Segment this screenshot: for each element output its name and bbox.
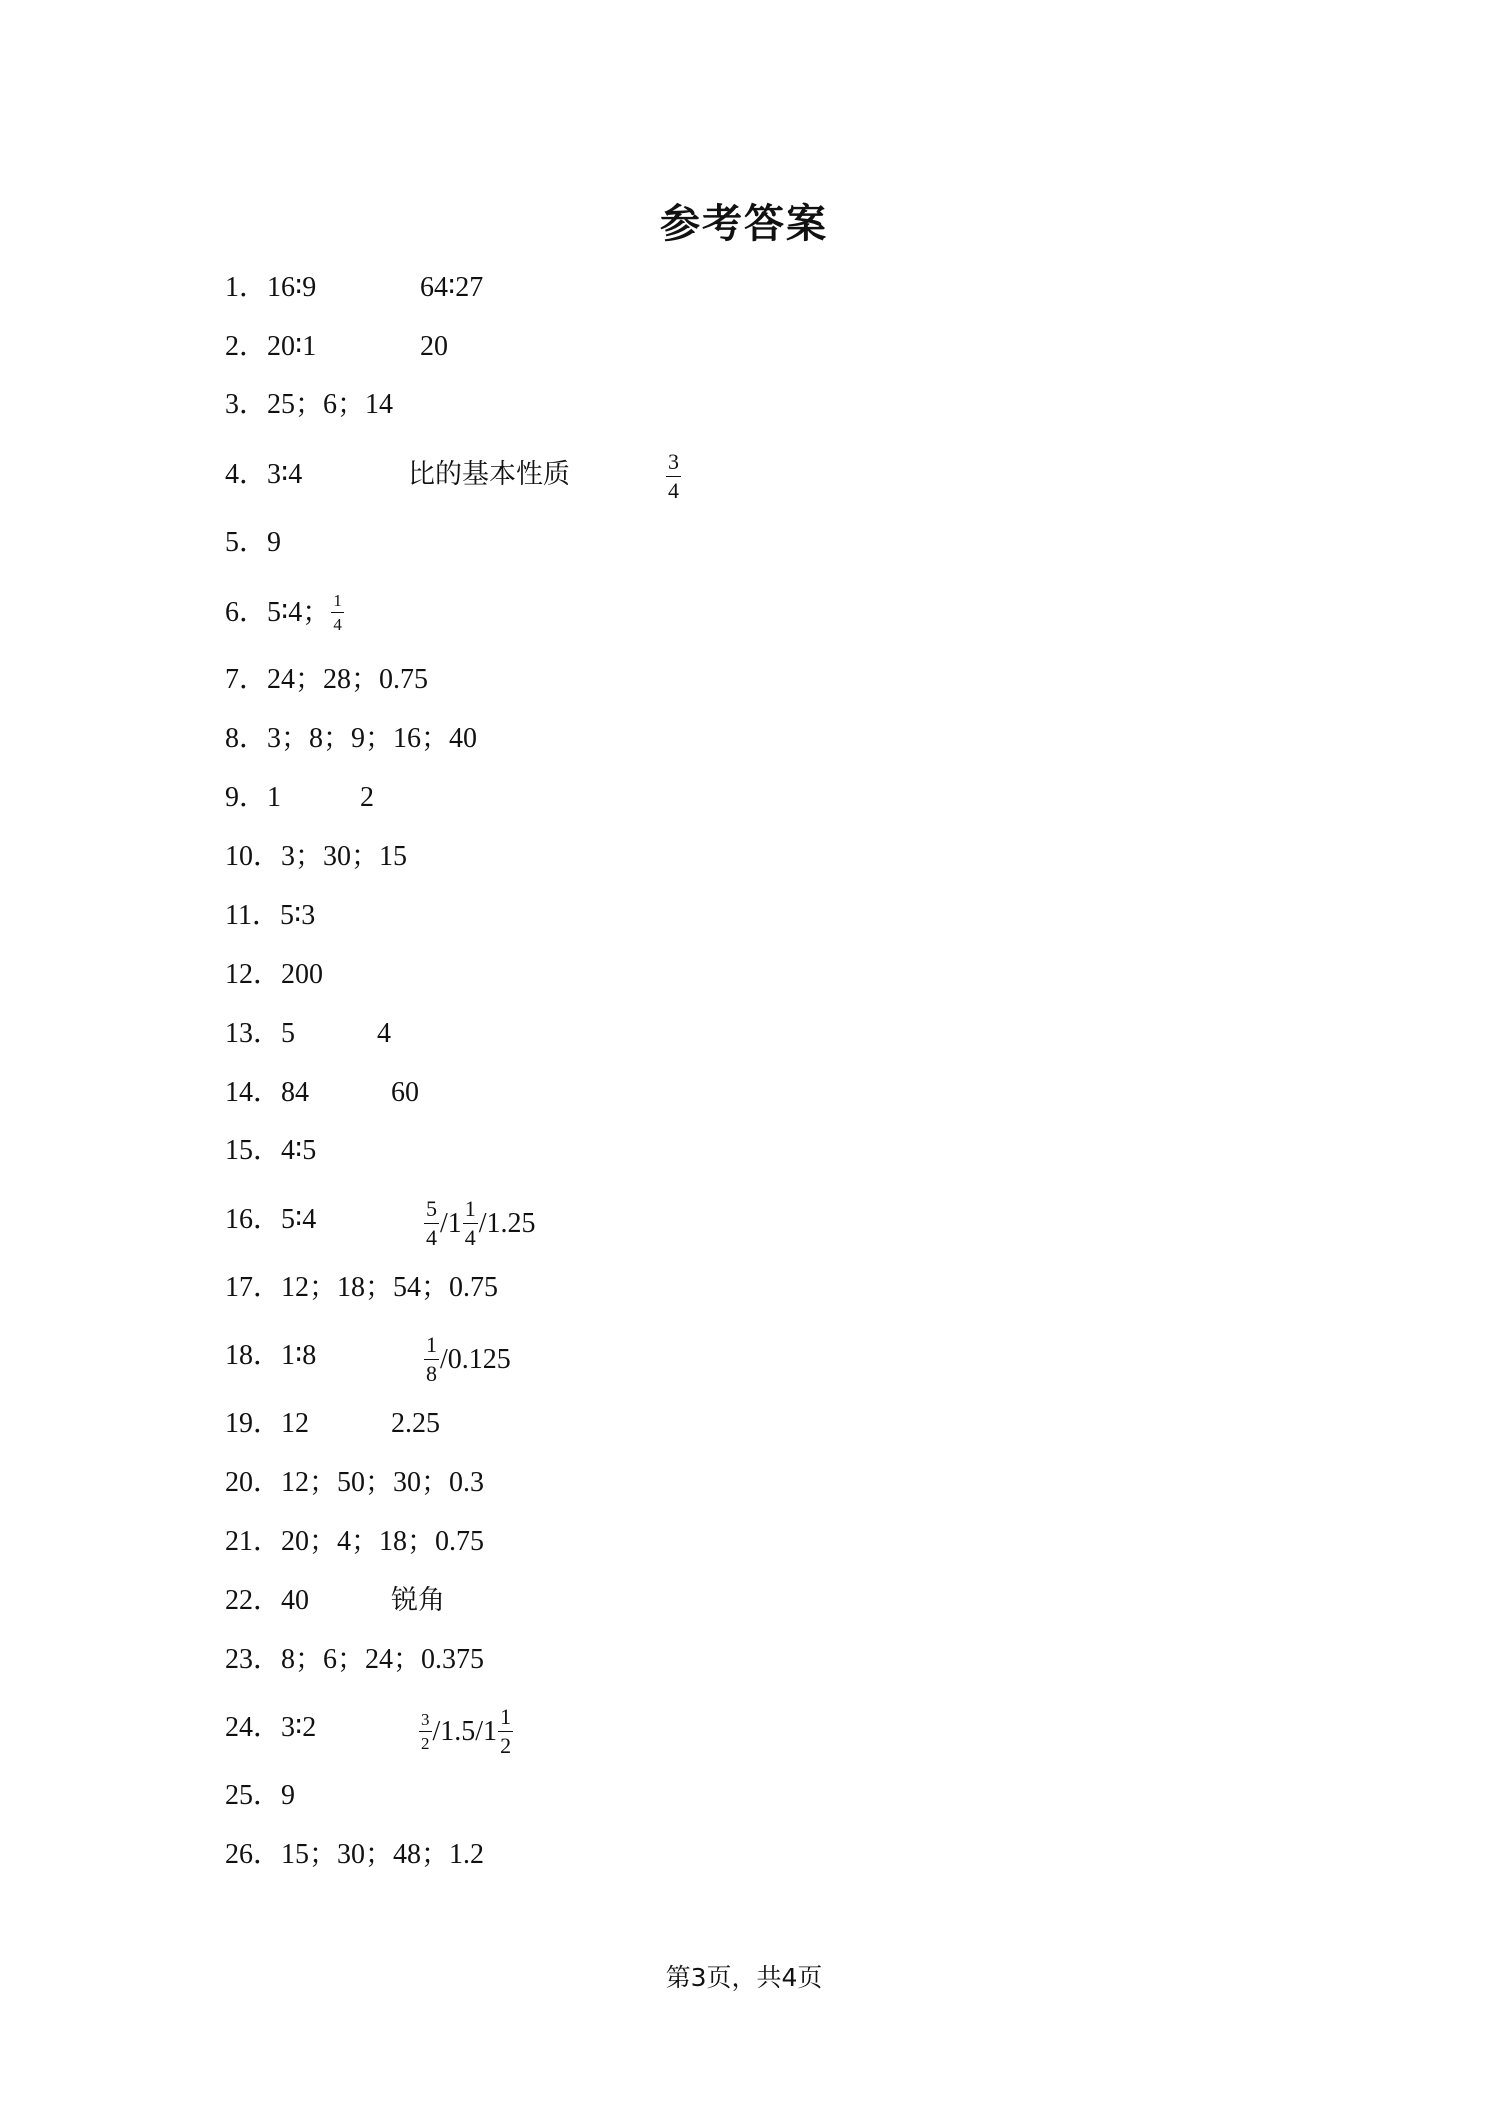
- fraction-denominator: 4: [668, 478, 679, 503]
- answer-8: [225, 719, 477, 759]
- answer-part: 64∶27: [420, 272, 484, 303]
- fraction-numerator: 1: [463, 1198, 478, 1224]
- answer-fraction: [424, 1198, 439, 1249]
- answer-part: 20∶1: [267, 331, 317, 362]
- answer-part: 3；30；15: [281, 841, 408, 872]
- answer-12: [225, 955, 323, 995]
- fraction-numerator: 1: [331, 592, 344, 613]
- answer-part: 3；8；9；16；40: [267, 723, 478, 754]
- answer-24: [225, 1704, 512, 1758]
- answer-part: 8；6；24；0.375: [281, 1644, 485, 1675]
- fraction-numerator: 1: [424, 1334, 439, 1360]
- answer-number: 24．: [225, 1712, 282, 1743]
- fraction-denominator: 8: [426, 1361, 437, 1386]
- fraction-numerator: 1: [498, 1706, 513, 1732]
- answer-number: 15．: [225, 1135, 282, 1166]
- answer-number: 21．: [225, 1526, 282, 1557]
- answer-4: [225, 449, 679, 503]
- answer-part: 比的基本性质: [408, 459, 570, 490]
- answer-part: 40: [281, 1585, 310, 1616]
- answer-25: [225, 1776, 295, 1816]
- answer-number: 22．: [225, 1585, 282, 1616]
- answer-part: 1: [267, 782, 282, 813]
- answer-number: 20．: [225, 1467, 282, 1498]
- answer-number: 26．: [225, 1839, 282, 1870]
- answer-14: [225, 1073, 419, 1113]
- answer-tail: /0.125: [440, 1343, 511, 1375]
- answer-part: 12；18；54；0.75: [281, 1272, 499, 1303]
- fraction-denominator: 2: [500, 1733, 512, 1758]
- page-title: 参考答案: [660, 201, 828, 247]
- answer-part: 5∶3: [279, 900, 316, 931]
- answer-tail: /1.25: [478, 1207, 536, 1239]
- answer-number: 13．: [225, 1018, 282, 1049]
- answer-17: [225, 1268, 498, 1308]
- answer-part: 9: [267, 527, 282, 558]
- answer-number: 7．: [225, 664, 268, 695]
- answer-6: [225, 593, 345, 635]
- answer-separator: /1: [440, 1207, 462, 1239]
- answer-part: 20；4；18；0.75: [281, 1526, 485, 1557]
- answer-part: 1∶8: [281, 1340, 317, 1371]
- answer-21: [225, 1522, 484, 1562]
- answer-part: 锐角: [391, 1585, 445, 1616]
- answer-10: [225, 837, 407, 877]
- answer-number: 9．: [225, 782, 268, 813]
- answer-part: 3∶2: [281, 1712, 317, 1743]
- answer-fraction: [419, 1711, 432, 1752]
- answer-part: 84: [281, 1077, 310, 1108]
- answer-number: 11．: [225, 900, 280, 931]
- answer-number: 6．: [225, 597, 268, 628]
- answer-part: 4∶5: [281, 1135, 317, 1166]
- answer-part: 60: [391, 1077, 419, 1108]
- answer-part: 25；6；14: [267, 389, 394, 420]
- answer-part: 16∶9: [267, 272, 317, 303]
- answer-16: [225, 1196, 536, 1250]
- answer-number: 2．: [225, 331, 268, 362]
- answer-number: 4．: [225, 459, 268, 490]
- answer-part: 4: [377, 1018, 391, 1049]
- answer-number: 10．: [225, 841, 282, 872]
- answer-15: [225, 1131, 316, 1171]
- answer-part: 2.25: [391, 1408, 440, 1439]
- answer-26: [225, 1835, 484, 1875]
- answer-number: 25．: [225, 1780, 282, 1811]
- answer-5: [225, 523, 281, 563]
- answer-part: 12: [281, 1408, 310, 1439]
- answer-part: 2: [360, 782, 374, 813]
- fraction-numerator: 3: [666, 451, 681, 477]
- answer-number: 12．: [225, 959, 282, 990]
- answer-part: 12；50；30；0.3: [281, 1467, 485, 1498]
- page-footer: 第3页，共4页: [665, 1963, 823, 1992]
- answer-number: 14．: [225, 1077, 282, 1108]
- fraction-denominator: 4: [426, 1225, 437, 1250]
- answer-number: 3．: [225, 389, 268, 420]
- answer-fraction: [424, 1334, 439, 1385]
- answer-separator: /1.5/1: [432, 1715, 498, 1747]
- answer-1: [225, 268, 484, 308]
- answer-11: [225, 896, 315, 936]
- answer-18: [225, 1332, 511, 1386]
- answer-number: 1．: [225, 272, 268, 303]
- fraction-numerator: 5: [424, 1198, 439, 1224]
- answer-part: 24；28；0.75: [267, 664, 429, 695]
- answer-number: 17．: [225, 1272, 282, 1303]
- answer-part: 20: [420, 331, 448, 362]
- answer-number: 16．: [225, 1204, 282, 1235]
- answer-13: [225, 1014, 391, 1054]
- answer-fraction: [463, 1198, 478, 1249]
- answer-19: [225, 1404, 440, 1444]
- answer-part: 5: [281, 1018, 296, 1049]
- answer-number: 5．: [225, 527, 268, 558]
- answer-number: 18．: [225, 1340, 282, 1371]
- answer-3: [225, 385, 393, 425]
- answer-fraction: [331, 592, 344, 633]
- answer-number: 19．: [225, 1408, 282, 1439]
- answer-part: 200: [281, 959, 324, 990]
- answer-part: 5∶4；: [267, 597, 331, 628]
- fraction-denominator: 4: [464, 1225, 476, 1250]
- answer-part: 5∶4: [281, 1204, 317, 1235]
- answer-part: 15；30；48；1.2: [281, 1839, 485, 1870]
- answer-fraction: [498, 1706, 513, 1757]
- answer-fraction: [666, 451, 681, 502]
- fraction-denominator: 2: [421, 1734, 430, 1753]
- answer-22: [225, 1581, 445, 1621]
- fraction-numerator: 3: [419, 1711, 432, 1732]
- answer-number: 8．: [225, 723, 268, 754]
- answer-2: [225, 327, 448, 367]
- answer-number: 23．: [225, 1644, 282, 1675]
- answer-23: [225, 1640, 484, 1680]
- answer-9: [225, 778, 374, 818]
- answer-part: 3∶4: [267, 459, 303, 490]
- fraction-denominator: 4: [333, 615, 342, 635]
- answer-7: [225, 660, 428, 700]
- answer-part: 9: [281, 1780, 296, 1811]
- answer-20: [225, 1463, 484, 1503]
